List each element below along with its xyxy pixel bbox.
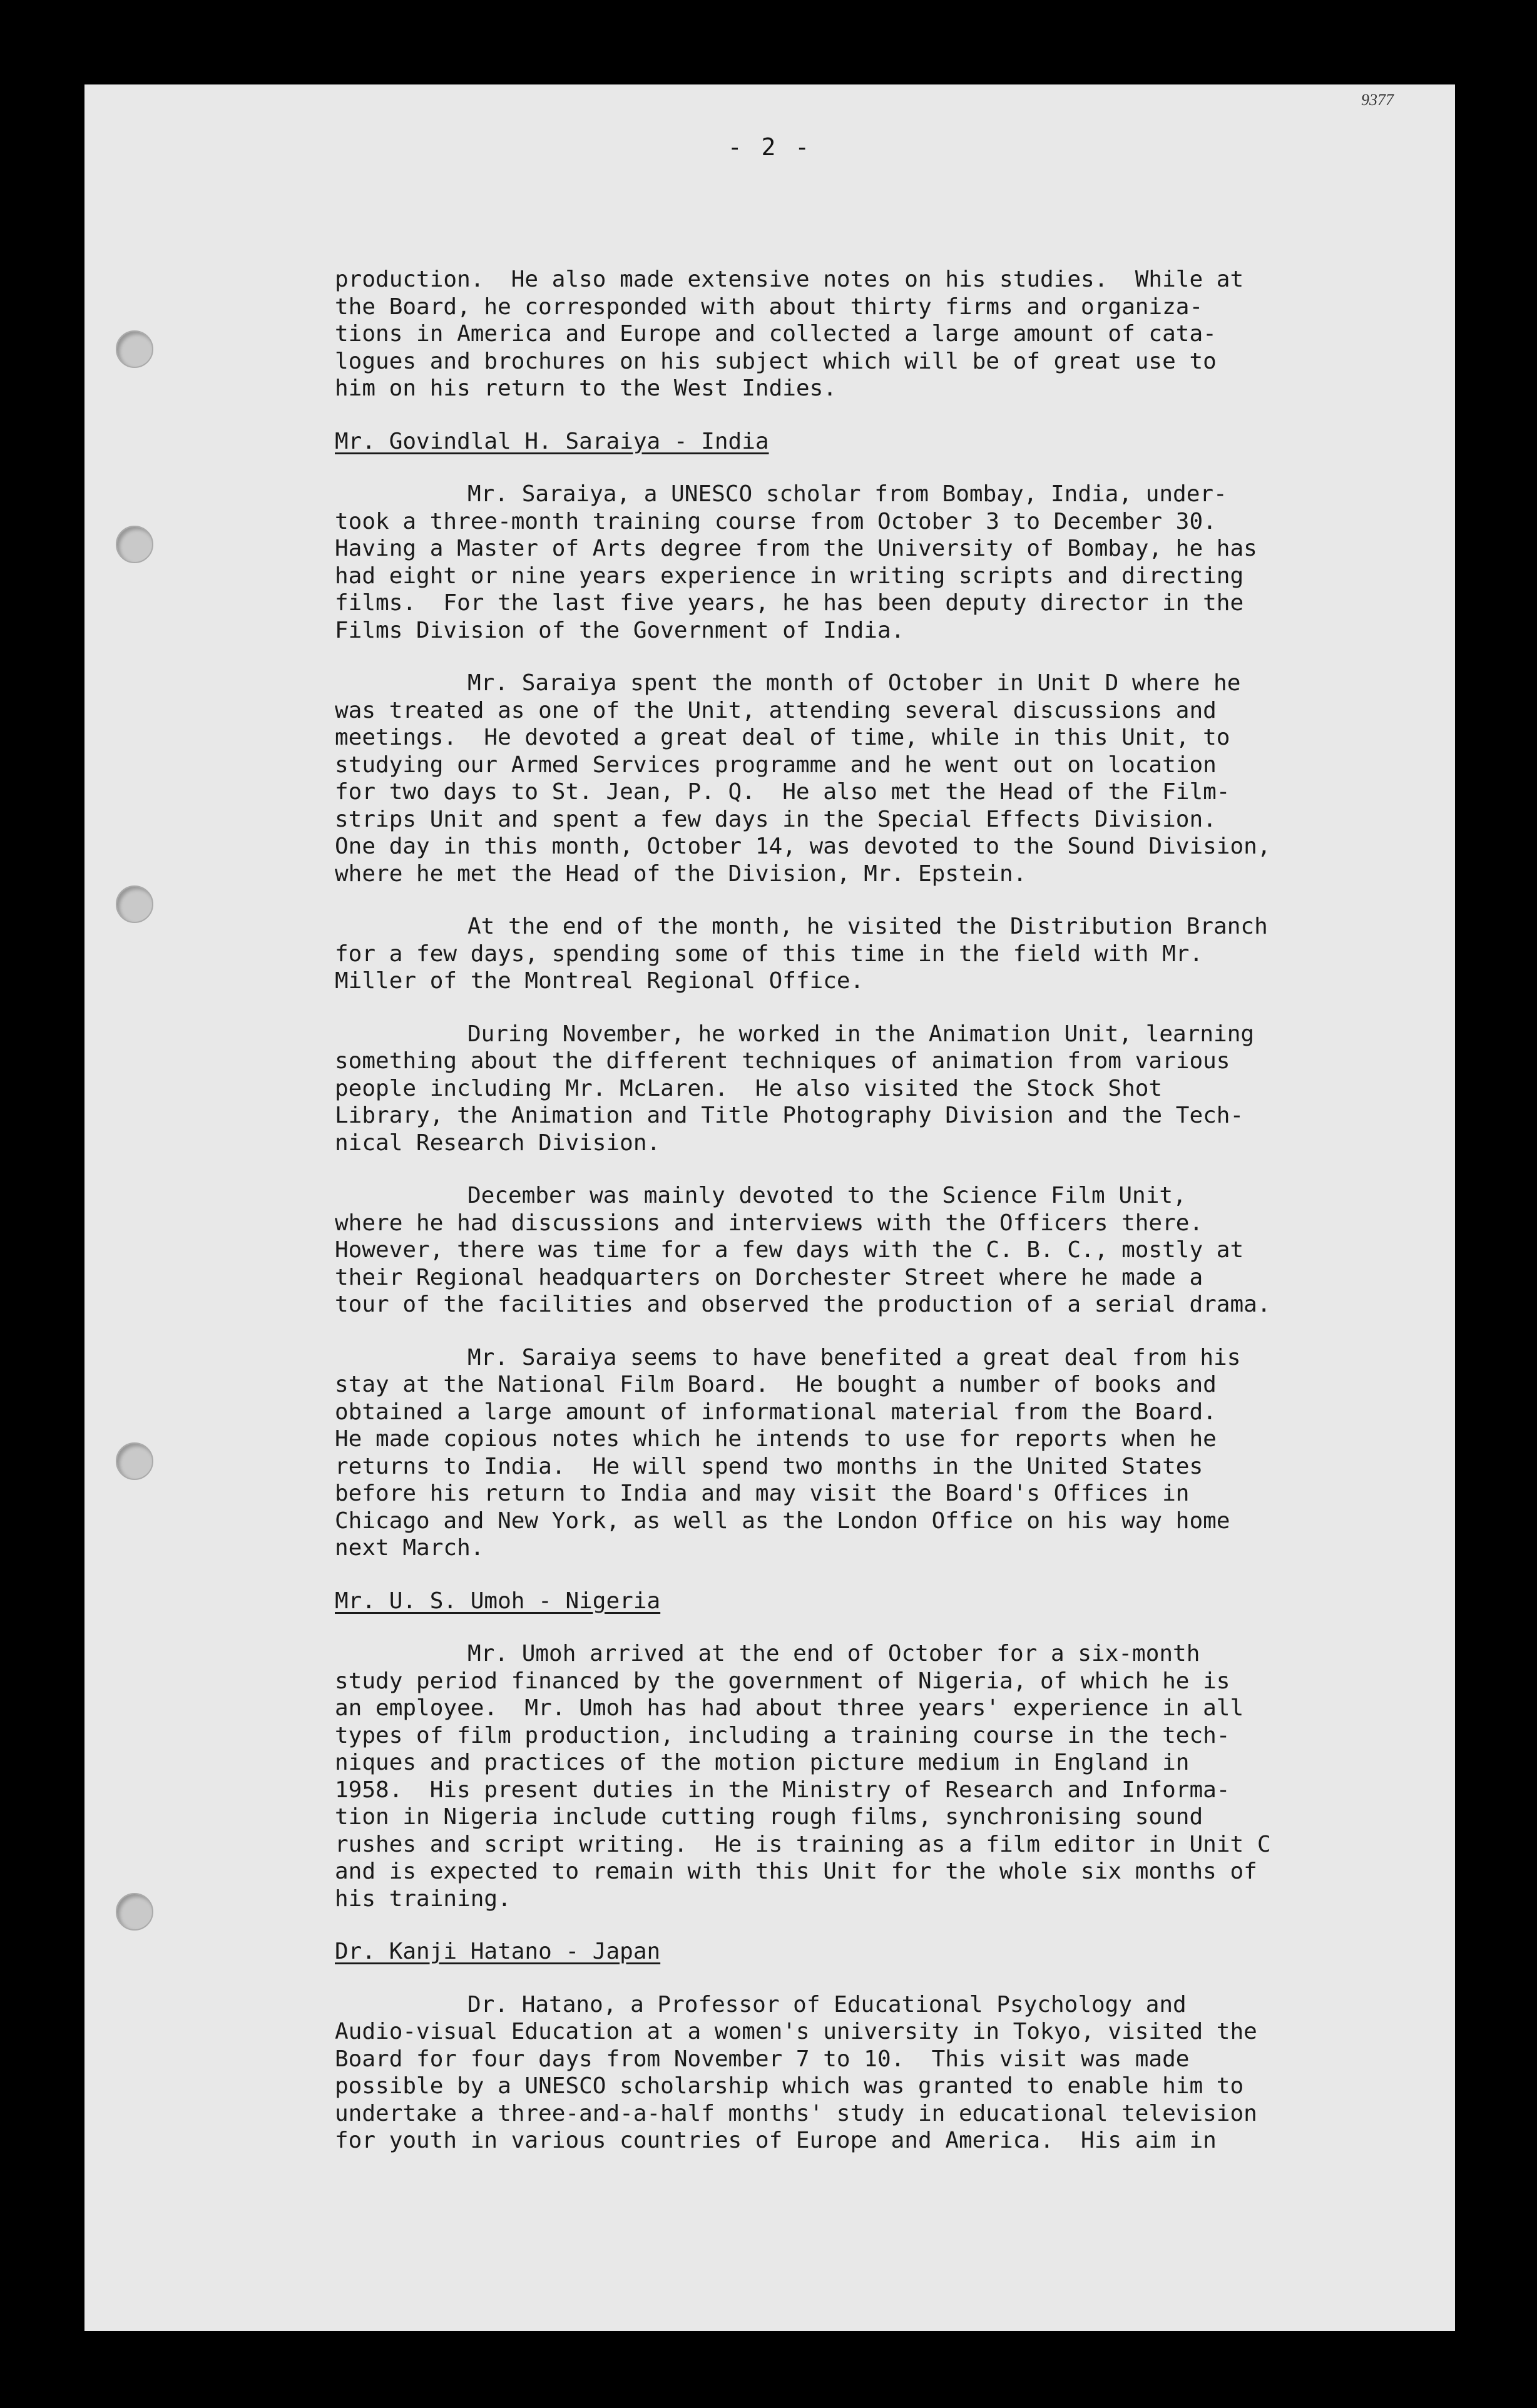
text-line: people including Mr. McLaren. He also visited the Stock Shot: [335, 1075, 1163, 1101]
text-line: something about the different techniques of animation from various: [335, 1048, 1230, 1074]
paragraph: [335, 1021, 1349, 1157]
paragraph: [335, 670, 1349, 887]
text-line: meetings. He devoted a great deal of time, while in this Unit, to: [335, 725, 1230, 750]
text-line: tion in Nigeria include cutting rough films, synchronising sound: [335, 1804, 1203, 1830]
punch-hole: [116, 330, 153, 368]
section-heading-wrapper: [335, 1588, 1349, 1641]
text-line: tions in America and Europe and collected a large amount of cata-: [335, 321, 1217, 347]
text-line: One day in this month, October 14, was devoted to the Sound Division,: [335, 834, 1271, 859]
text-line: Library, the Animation and Title Photography Division and the Tech-: [335, 1103, 1244, 1128]
text-line: an employee. Mr. Umoh has had about three years' experience in all: [335, 1695, 1244, 1721]
body-text: [335, 266, 1349, 2180]
corner-annotation: 9377: [1361, 91, 1394, 109]
text-line: before his return to India and may visit the Board's Offices in: [335, 1481, 1190, 1506]
text-line: However, there was time for a few days with the C. B. C., mostly at: [335, 1237, 1244, 1263]
paragraph: [335, 481, 1349, 644]
punch-hole: [116, 526, 153, 563]
section-heading: Mr. U. S. Umoh - Nigeria: [335, 1588, 661, 1614]
section-heading-wrapper: [335, 1938, 1349, 1991]
text-line: took a three-month training course from October 3 to December 30.: [335, 508, 1217, 534]
punch-hole: [116, 1442, 153, 1480]
section-heading: Dr. Kanji Hatano - Japan: [335, 1939, 661, 1964]
text-line: had eight or nine years experience in writing scripts and directing: [335, 563, 1244, 589]
text-line: At the end of the month, he visited the Distribution Branch: [467, 914, 1268, 939]
text-line: production. He also made extensive notes on his studies. While at: [335, 267, 1244, 292]
text-line: undertake a three-and-a-half months' study in educational television: [335, 2100, 1257, 2126]
paragraph: [335, 266, 1349, 402]
paragraph: [335, 1640, 1349, 1912]
paragraph: [335, 913, 1349, 995]
text-line: December was mainly devoted to the Science Film Unit,: [467, 1183, 1187, 1208]
text-line: obtained a large amount of informational material from the Board.: [335, 1399, 1217, 1425]
section-heading: Mr. Govindlal H. Saraiya - India: [335, 428, 769, 454]
text-line: Chicago and New York, as well as the London Office on his way home: [335, 1508, 1230, 1534]
paragraph: [335, 1182, 1349, 1319]
text-line: Audio-visual Education at a women's university in Tokyo, visited the: [335, 2019, 1257, 2044]
text-line: studying our Armed Services programme and he went out on location: [335, 752, 1217, 778]
text-line: Mr. Saraiya, a UNESCO scholar from Bombay, India, under-: [467, 481, 1227, 507]
text-line: Mr. Saraiya seems to have benefited a great deal from his: [467, 1344, 1241, 1370]
text-line: He made copious notes which he intends to use for reports when he: [335, 1426, 1217, 1452]
paragraph: [335, 1344, 1349, 1562]
text-line: Dr. Hatano, a Professor of Educational Psychology and: [467, 1991, 1187, 2018]
text-line: possible by a UNESCO scholarship which was granted to enable him to: [335, 2073, 1244, 2099]
text-line: was treated as one of the Unit, attending several discussions and: [335, 697, 1217, 723]
text-line: tour of the facilities and observed the production of a serial drama.: [335, 1292, 1271, 1317]
text-line: study period financed by the government of Nigeria, of which he is: [335, 1668, 1230, 1694]
text-line: Miller of the Montreal Regional Office.: [335, 968, 864, 994]
text-line: types of film production, including a training course in the tech-: [335, 1722, 1230, 1748]
text-line: for two days to St. Jean, P. Q. He also met the Head of the Film-: [335, 779, 1230, 805]
text-line: 1958. His present duties in the Ministry of Research and Informa-: [335, 1777, 1230, 1803]
punch-hole: [116, 885, 153, 923]
text-line: Board for four days from November 7 to 10. This visit was made: [335, 2046, 1190, 2072]
text-line: stay at the National Film Board. He bought a number of books and: [335, 1372, 1217, 1397]
text-line: where he met the Head of the Division, Mr. Epstein.: [335, 860, 1027, 887]
text-line: Having a Master of Arts degree from the University of Bombay, he has: [335, 536, 1257, 561]
text-line: his training.: [335, 1885, 511, 1912]
text-line: next March.: [335, 1535, 484, 1561]
text-line: returns to India. He will spend two months in the United States: [335, 1453, 1203, 1479]
text-line: strips Unit and spent a few days in the Special Effects Division.: [335, 806, 1217, 832]
text-line: During November, he worked in the Animation Unit, learning: [467, 1021, 1255, 1047]
text-line: logues and brochures on his subject which will be of great use to: [335, 348, 1217, 374]
text-line: rushes and script writing. He is training as a film editor in Unit C: [335, 1831, 1271, 1857]
text-line: and is expected to remain with this Unit for the whole six months of: [335, 1859, 1257, 1884]
text-line: nical Research Division.: [335, 1130, 661, 1156]
text-line: Mr. Umoh arrived at the end of October for a six-month: [467, 1641, 1200, 1666]
text-line: for a few days, spending some of this time in the field with Mr.: [335, 941, 1203, 967]
text-line: where he had discussions and interviews with the Officers there.: [335, 1210, 1203, 1236]
text-line: Films Division of the Government of India.: [335, 617, 905, 643]
document-page: [84, 84, 1455, 2331]
text-line: niques and practices of the motion picture medium in England in: [335, 1750, 1190, 1775]
text-line: him on his return to the West Indies.: [335, 375, 837, 401]
section-heading-wrapper: [335, 428, 1349, 481]
text-line: Mr. Saraiya spent the month of October in Unit D where he: [467, 670, 1241, 696]
page-number: - 2 -: [727, 133, 812, 161]
text-line: their Regional headquarters on Dorchester Street where he made a: [335, 1264, 1203, 1290]
paragraph: [335, 1991, 1349, 2155]
punch-hole: [116, 1893, 153, 1931]
text-line: films. For the last five years, he has been deputy director in the: [335, 590, 1244, 616]
text-line: the Board, he corresponded with about thirty firms and organiza-: [335, 293, 1203, 320]
text-line: for youth in various countries of Europe and America. His aim in: [335, 2128, 1217, 2153]
